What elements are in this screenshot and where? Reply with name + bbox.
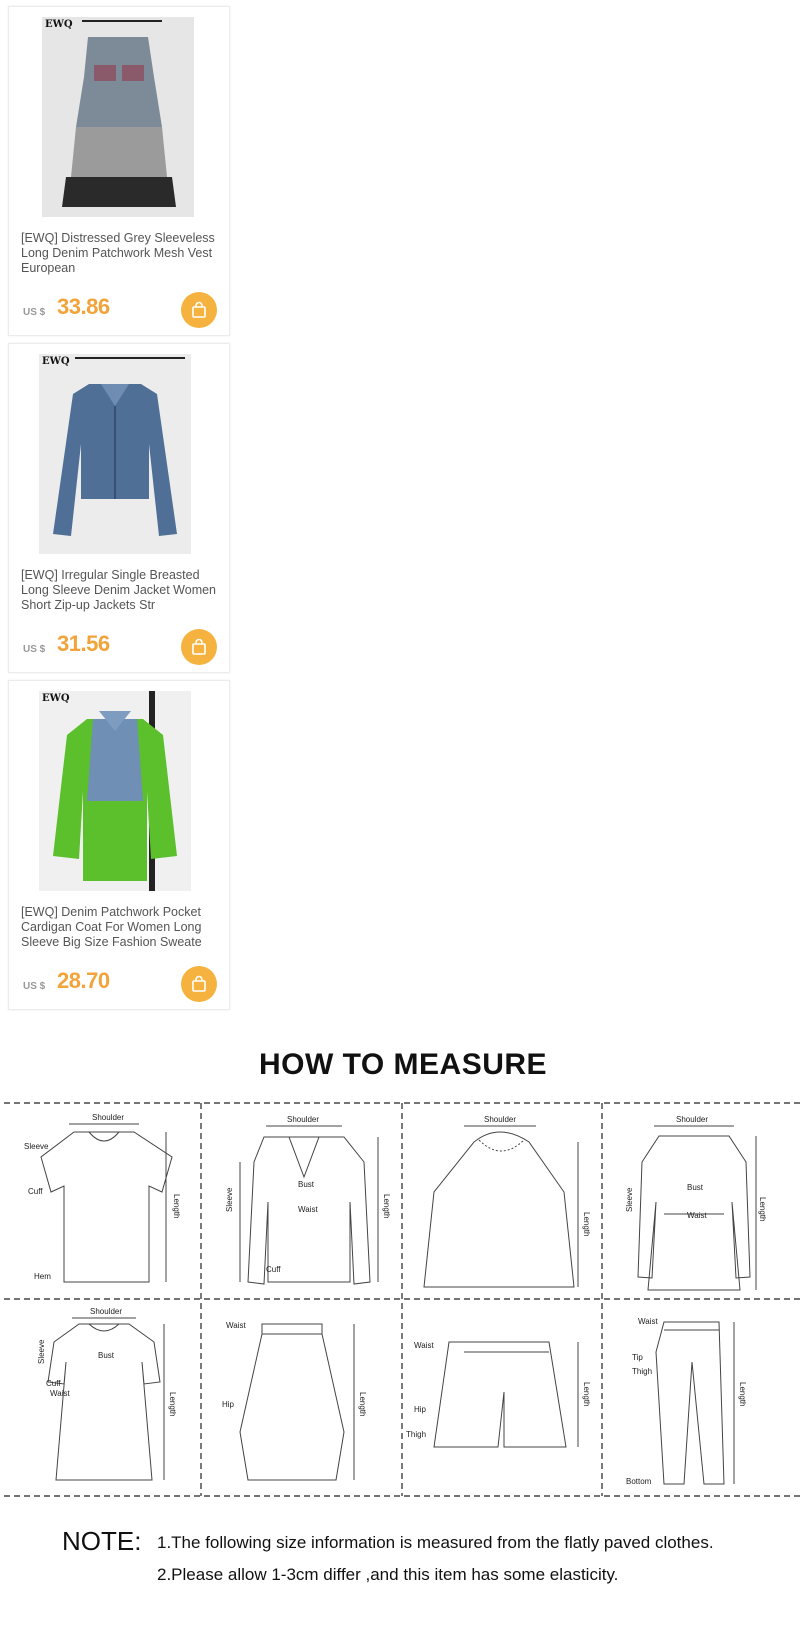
label-sleeve: Sleeve (37, 1339, 46, 1364)
label-waist: Waist (226, 1321, 246, 1330)
skirt-diagram (240, 1324, 354, 1480)
label-length: Length (738, 1382, 747, 1407)
label-hip: Hip (414, 1405, 427, 1414)
label-length: Length (172, 1194, 181, 1219)
trousers-diagram (656, 1322, 734, 1484)
how-to-measure-heading: HOW TO MEASURE (258, 1048, 548, 1081)
label-cuff: Cuff (28, 1187, 43, 1196)
label-sleeve: Sleeve (225, 1187, 234, 1212)
product-title[interactable]: [EWQ] Distressed Grey Sleeveless Long Denim Patchwork Mesh Vest European (21, 231, 215, 275)
label-tip: Tip (632, 1353, 643, 1362)
label-shoulder: Shoulder (676, 1115, 709, 1124)
product-image[interactable] (39, 354, 191, 554)
currency-label: US $ (23, 981, 46, 992)
jacket-illustration (39, 354, 191, 554)
product-title[interactable]: [EWQ] Irregular Single Breasted Long Sleeve Denim Jacket Women Short Zip-up Jackets Str (21, 568, 217, 612)
label-waist: Waist (687, 1211, 707, 1220)
product-price: 33.86 (57, 294, 110, 319)
product-title[interactable]: [EWQ] Denim Patchwork Pocket Cardigan Coat For Women Long Sleeve Big Size Fashion Sweate (21, 905, 202, 949)
measure-diagram-grid (4, 1102, 804, 1497)
label-length: Length (168, 1392, 177, 1417)
label-length: Length (382, 1194, 391, 1219)
label-waist: Waist (50, 1389, 70, 1398)
label-shoulder: Shoulder (90, 1307, 123, 1316)
add-to-cart-button[interactable] (181, 629, 217, 665)
note-label: NOTE: (62, 1526, 142, 1556)
shopping-bag-icon (190, 975, 208, 993)
product-price: 31.56 (57, 631, 110, 656)
label-cuff: Cuff (46, 1379, 61, 1388)
vest-illustration (42, 17, 194, 217)
label-bottom: Bottom (626, 1477, 652, 1486)
product-card[interactable] (8, 343, 230, 673)
label-length: Length (358, 1392, 367, 1417)
add-to-cart-button[interactable] (181, 292, 217, 328)
label-length: Length (758, 1197, 767, 1222)
label-cuff: Cuff (266, 1265, 281, 1274)
shopping-bag-icon (190, 301, 208, 319)
label-length: Length (582, 1382, 591, 1407)
tshirt-diagram (41, 1124, 172, 1282)
label-waist: Waist (638, 1317, 658, 1326)
label-length: Length (582, 1212, 591, 1237)
label-thigh: Thigh (632, 1367, 653, 1376)
label-waist: Waist (298, 1205, 318, 1214)
brand-logo: EWQ (42, 356, 70, 367)
product-card[interactable] (8, 6, 230, 336)
label-bust: Bust (98, 1351, 115, 1360)
brand-logo: EWQ (45, 19, 73, 30)
label-shoulder: Shoulder (484, 1115, 517, 1124)
product-image[interactable] (42, 17, 194, 217)
product-card[interactable] (8, 680, 230, 1010)
add-to-cart-button[interactable] (181, 966, 217, 1002)
note-line-1: 1.The following size information is measured from the flatly paved clothes. (157, 1533, 714, 1552)
product-image[interactable] (39, 691, 191, 891)
shorts-diagram (434, 1342, 578, 1447)
shopping-bag-icon (190, 638, 208, 656)
measure-diagrams (4, 1102, 804, 1497)
label-sleeve: Sleeve (24, 1142, 49, 1151)
label-waist: Waist (414, 1341, 434, 1350)
label-hip: Hip (222, 1400, 235, 1409)
label-bust: Bust (687, 1183, 704, 1192)
label-shoulder: Shoulder (92, 1113, 125, 1122)
currency-label: US $ (23, 644, 46, 655)
label-sleeve: Sleeve (625, 1187, 634, 1212)
label-thigh: Thigh (406, 1430, 427, 1439)
cape-diagram (424, 1126, 578, 1287)
dress-diagram (48, 1318, 164, 1480)
label-bust: Bust (298, 1180, 315, 1189)
product-price: 28.70 (57, 968, 110, 993)
note-line-2: 2.Please allow 1-3cm differ ,and this item has some elasticity. (157, 1565, 619, 1584)
label-hem: Hem (34, 1272, 51, 1281)
currency-label: US $ (23, 307, 46, 318)
brand-logo: EWQ (42, 693, 70, 704)
trench-diagram (638, 1126, 756, 1290)
label-shoulder: Shoulder (287, 1115, 320, 1124)
cardigan-illustration (39, 691, 191, 891)
